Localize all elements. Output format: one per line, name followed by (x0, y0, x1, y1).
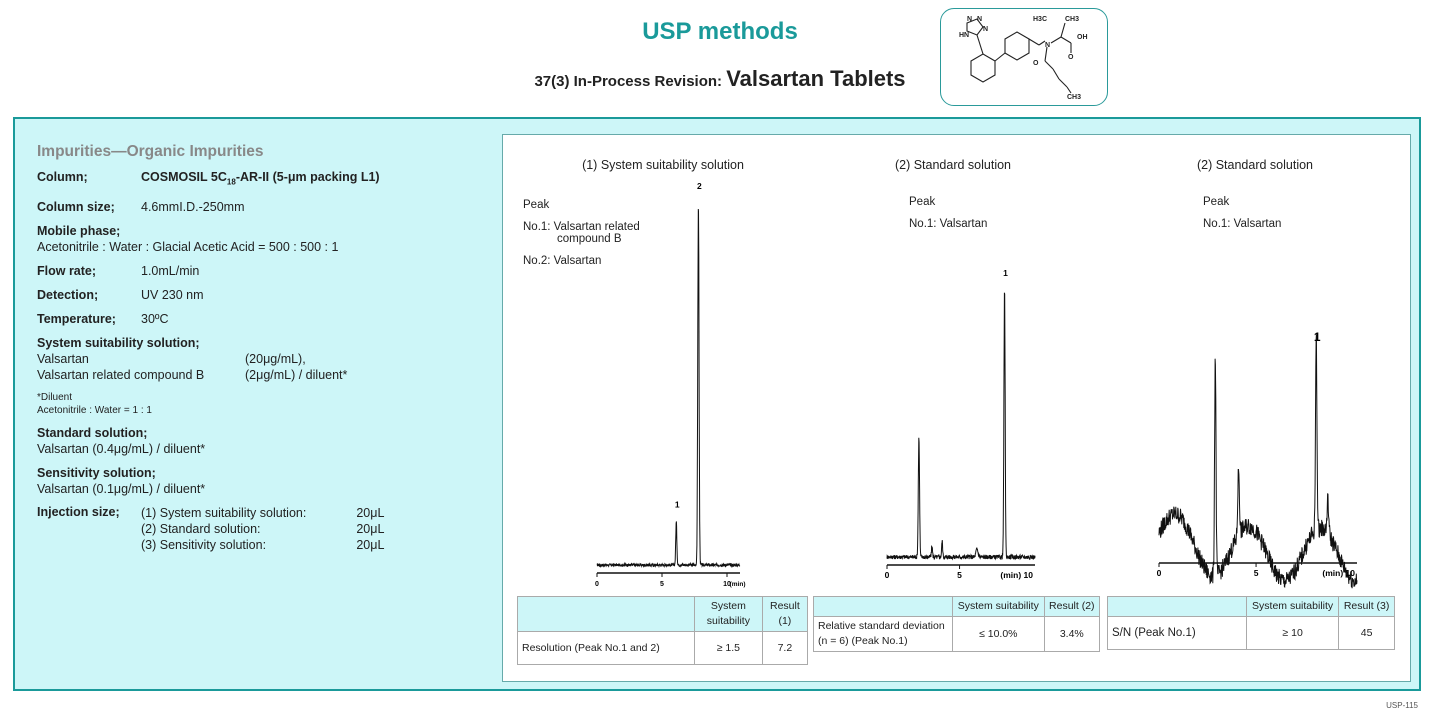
struct-label: CH3 (1067, 94, 1082, 101)
table-header-cell (1108, 597, 1247, 617)
x-axis-label: (min) 10 (1000, 570, 1033, 580)
peak-label: 1 (1313, 330, 1321, 345)
flow-value: 1.0mL/min (141, 263, 200, 278)
column-value-sub: 18 (226, 177, 236, 187)
inj-vol: 20μL (356, 537, 385, 552)
sss-name: Valsartan (37, 351, 89, 366)
legend-line: Peak (1203, 196, 1230, 208)
x-tick-label: 5 (660, 581, 664, 588)
inj-vol: 20μL (356, 505, 385, 520)
legend-line: Peak (523, 199, 550, 211)
x-tick-label: 0 (1156, 568, 1162, 578)
page-number: USP-115 (1386, 701, 1418, 710)
table-cell: ≥ 10 (1247, 617, 1339, 650)
struct-label: N (1045, 42, 1051, 49)
column-value-pre: COSMOSIL 5C (141, 170, 227, 184)
chromatogram-trace (597, 209, 740, 566)
inj-table (141, 505, 384, 553)
struct-label: HN (959, 32, 970, 39)
inj-name: (3) Sensitivity solution: (141, 537, 267, 552)
chromatogram-3 (1103, 135, 1410, 595)
std-value: Valsartan (0.4μg/mL) / diluent* (37, 441, 206, 456)
flow-row (37, 263, 497, 279)
column-size-value: 4.6mmI.D.-250mm (141, 199, 245, 214)
result-table-2 (813, 596, 1100, 652)
table-header-cell (518, 597, 695, 632)
sss-conc: (20μg/mL), (245, 351, 306, 366)
sss-name: Valsartan related compound B (37, 367, 205, 382)
content-panel (13, 117, 1421, 691)
result-table-3 (1107, 596, 1395, 650)
chromatogram-trace (1156, 334, 1357, 588)
result-table-1 (517, 596, 808, 665)
sss-conc: (2μg/mL) / diluent* (245, 367, 348, 382)
legend-line: No.1: Valsartan (909, 218, 988, 230)
inj-label: Injection size; (37, 504, 120, 519)
table-row (518, 632, 808, 665)
x-tick-label: 5 (1253, 568, 1259, 578)
column-row (37, 169, 497, 191)
peak-label: 1 (674, 499, 680, 510)
table-cell: ≥ 1.5 (695, 632, 763, 665)
table-header-cell: System suitability (953, 597, 1045, 617)
table-header-row (518, 597, 808, 632)
mobile-label: Mobile phase; (37, 223, 121, 238)
peak-label: 2 (697, 181, 702, 191)
sens-label: Sensitivity solution; (37, 465, 156, 480)
table-cell: 45 (1339, 617, 1395, 650)
diluent-value: Acetonitrile : Water = 1 : 1 (37, 404, 152, 416)
table-cell: S/N (Peak No.1) (1108, 617, 1247, 650)
std-label: Standard solution; (37, 425, 148, 440)
sss-line (37, 351, 497, 367)
table-header-row (1108, 597, 1395, 617)
chart-title: (2) Standard solution (894, 158, 1012, 172)
table-cell: 7.2 (762, 632, 807, 665)
x-axis-label: (min) (729, 581, 746, 588)
mobile-phase (37, 223, 497, 255)
column-label: Column; (37, 170, 88, 184)
flow-label: Flow rate; (37, 263, 97, 278)
column-size-row (37, 199, 497, 215)
peak-label: 1 (1003, 268, 1008, 278)
legend-line: No.2: Valsartan (523, 255, 602, 267)
table-header-cell: Result (1) (762, 597, 807, 632)
table-cell: ≤ 10.0% (953, 617, 1045, 652)
inj-name: (2) Standard solution: (141, 521, 261, 536)
detection-value: UV 230 nm (141, 287, 204, 302)
diluent-label: *Diluent (37, 391, 73, 403)
sens-block (37, 465, 497, 497)
sss-block (37, 335, 497, 383)
legend-line: No.1: Valsartan (1203, 218, 1282, 230)
table-cell: Resolution (Peak No.1 and 2) (518, 632, 695, 665)
struct-label: N (983, 26, 989, 33)
legend-line: No.1: Valsartan related (523, 221, 640, 233)
column-size-label: Column size; (37, 199, 115, 214)
table-header-cell: System suitability (1247, 597, 1339, 617)
inj-name: (1) System suitability solution: (141, 505, 307, 520)
x-tick-label: 0 (595, 581, 599, 588)
table-header-cell (814, 597, 953, 617)
sss-line (37, 367, 497, 383)
std-block (37, 425, 497, 457)
structure-drawing (941, 9, 1107, 105)
table-cell: Relative standard deviation (n = 6) (Peak No.1) (814, 617, 953, 652)
x-tick-label: 5 (957, 570, 962, 580)
legend-line: Peak (909, 196, 936, 208)
inj-row (141, 537, 384, 553)
temperature-row (37, 311, 497, 327)
table-row (1108, 617, 1395, 650)
chromatogram-1 (503, 135, 803, 595)
chart-title: (2) Standard solution (1196, 158, 1314, 172)
structure-formula (940, 8, 1108, 106)
column-value-post: -AR-II (5-μm packing L1) (235, 170, 380, 184)
x-tick-label: 0 (884, 570, 890, 580)
conditions (37, 143, 497, 553)
inj-row (141, 505, 384, 521)
struct-label: O (1068, 54, 1074, 61)
x-tick-label: 10 (723, 581, 731, 588)
struct-label: H3C (1033, 16, 1048, 23)
table-row (814, 617, 1100, 652)
detection-row (37, 287, 497, 303)
struct-label: CH3 (1065, 16, 1080, 23)
impurities-heading: Impurities—Organic Impurities (37, 143, 264, 160)
detection-label: Detection; (37, 287, 99, 302)
struct-label: O (1033, 60, 1039, 67)
page-title: USP methods (642, 18, 798, 45)
struct-label: N (967, 16, 973, 23)
table-header-row (814, 597, 1100, 617)
table-cell: 3.4% (1044, 617, 1099, 652)
table-header-cell: Result (2) (1044, 597, 1099, 617)
chromatogram-trace (887, 293, 1035, 559)
x-axis-label: (min) 10 (1322, 568, 1355, 578)
temperature-value: 30ºC (141, 311, 169, 326)
struct-label: N (977, 16, 983, 23)
legend-line: compound B (557, 233, 622, 245)
sss-label: System suitability solution; (37, 335, 200, 350)
table-header-cell: Result (3) (1339, 597, 1395, 617)
struct-label: OH (1077, 34, 1088, 41)
subtitle-main: Valsartan Tablets (726, 66, 906, 91)
sens-value: Valsartan (0.1μg/mL) / diluent* (37, 481, 206, 496)
diluent-block (37, 391, 497, 417)
chart-title: (1) System suitability solution (582, 158, 744, 172)
mobile-value: Acetonitrile : Water : Glacial Acetic Acid = 500 : 500 : 1 (37, 239, 339, 254)
injection-block (37, 505, 497, 553)
chromatogram-2 (803, 135, 1103, 595)
subtitle-prefix: 37(3) In-Process Revision: (534, 73, 723, 90)
temperature-label: Temperature; (37, 311, 116, 326)
inj-row (141, 521, 384, 537)
inj-vol: 20μL (356, 521, 385, 536)
page-subtitle (0, 66, 1440, 92)
table-header-cell: System suitability (695, 597, 763, 632)
column-value (141, 169, 380, 191)
chart-box (502, 134, 1411, 682)
